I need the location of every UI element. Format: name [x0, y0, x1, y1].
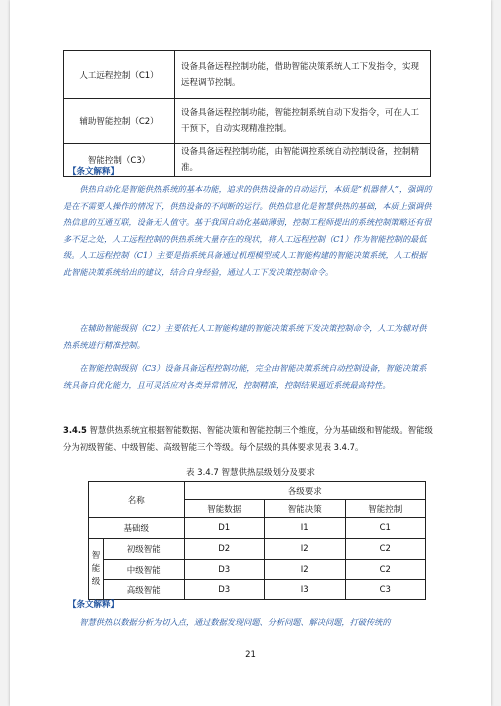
- table-row: [64, 51, 431, 99]
- row-name: 基础级: [89, 518, 185, 539]
- cell: I2: [265, 539, 346, 560]
- paragraph: 在智能控制级别（C3）设备具备远程控制功能，完全由智能决策系统自动控制设备，智能决策系统具备自优化能力，且可灵活应对各类异常情况，控制精准，控制结果逼近系统最高特性。: [63, 363, 427, 390]
- tier-table: [88, 481, 426, 600]
- col-header: 智能数据: [184, 500, 265, 518]
- level-cell: 人工远程控制（C1）: [64, 51, 175, 99]
- cell: I2: [265, 560, 346, 580]
- table-row: [89, 518, 426, 539]
- smart-level-label: 智 能 级: [89, 539, 104, 600]
- cell: C2: [345, 539, 426, 560]
- note-heading: 【条文解释】: [68, 600, 120, 610]
- row-name: 高级智能: [104, 580, 185, 600]
- paragraph: 智慧供热以数据分析为切入点，通过数据发现问题、分析问题、解决问题，打破传统的: [79, 617, 391, 627]
- cell: D3: [184, 580, 265, 600]
- table-header-row: [89, 482, 426, 500]
- header-group: 各级要求: [184, 482, 426, 500]
- table-row: [64, 99, 431, 144]
- page-number: 21: [245, 650, 256, 660]
- cell: D2: [184, 539, 265, 560]
- row-name: 初级智能: [104, 539, 185, 560]
- desc-cell: 设备具备远程控制功能，由智能调控系统自动控制设备，控制精准。: [175, 144, 431, 177]
- cell: I1: [265, 518, 346, 539]
- paragraph: 供热自动化是智能供热系统的基本功能，追求的供热设备的自动运行，本质是“机器替人”，强调的是在不需要人操作的情况下，供热设备的不间断的运行。供热信息化是智慧供热的基础，本质上强调供热信息的互通互联，设备无人值守。基于我国自动化基础薄弱，控制工程师提出的系统控制策略还有很多不足之处，人工远程控制的供热系统大量存在的现状，将人工远程控制（C1）作为智能控制的最低级。人工远程控制（C1）主要是指系统具备通过机理模型或人工智能构建的智能决策系统，人工根据此智能决策系统给出的建议，结合自身经验，通过人工下发决策控制命令。: [63, 184, 432, 277]
- desc-cell: 设备具备远程控制功能，借助智能决策系统人工下发指令，实现远程调节控制。: [175, 51, 431, 99]
- cell: D3: [184, 560, 265, 580]
- section-text: 智慧供热系统宜根据智能数据、智能决策和智能控制三个维度，分为基础级和智能级。智能级分为初级智能、中级智能、高级智能三个等级。每个层级的具体要求见表 3.4.7。: [63, 425, 433, 452]
- cell: I3: [265, 580, 346, 600]
- cell: C2: [345, 560, 426, 580]
- cell: C3: [345, 580, 426, 600]
- desc-cell: 设备具备远程控制功能，智能控制系统自动下发指令，可在人工干预下，自动实现精准控制。: [175, 99, 431, 144]
- table-row: [89, 560, 426, 580]
- table-row: [89, 539, 426, 560]
- header-name: 名称: [89, 482, 185, 518]
- cell: D1: [184, 518, 265, 539]
- col-header: 智能决策: [265, 500, 346, 518]
- col-header: 智能控制: [345, 500, 426, 518]
- section-number: 3.4.5: [63, 425, 87, 435]
- table-row: [89, 580, 426, 600]
- level-cell: 智能控制（C3）: [64, 144, 175, 177]
- section-clause: [63, 422, 433, 455]
- row-name: 中级智能: [104, 560, 185, 580]
- cell: C1: [345, 518, 426, 539]
- note-heading: 【条文解释】: [68, 167, 120, 177]
- paragraph: 在辅助智能级别（C2）主要依托人工智能构建的智能决策系统下发决策控制命令，人工为辅对供热系统进行精准控制。: [63, 323, 427, 350]
- control-level-table: [63, 50, 431, 177]
- level-cell: 辅助智能控制（C2）: [64, 99, 175, 144]
- table-caption: 表 3.4.7 智慧供热层级划分及要求: [185, 468, 316, 478]
